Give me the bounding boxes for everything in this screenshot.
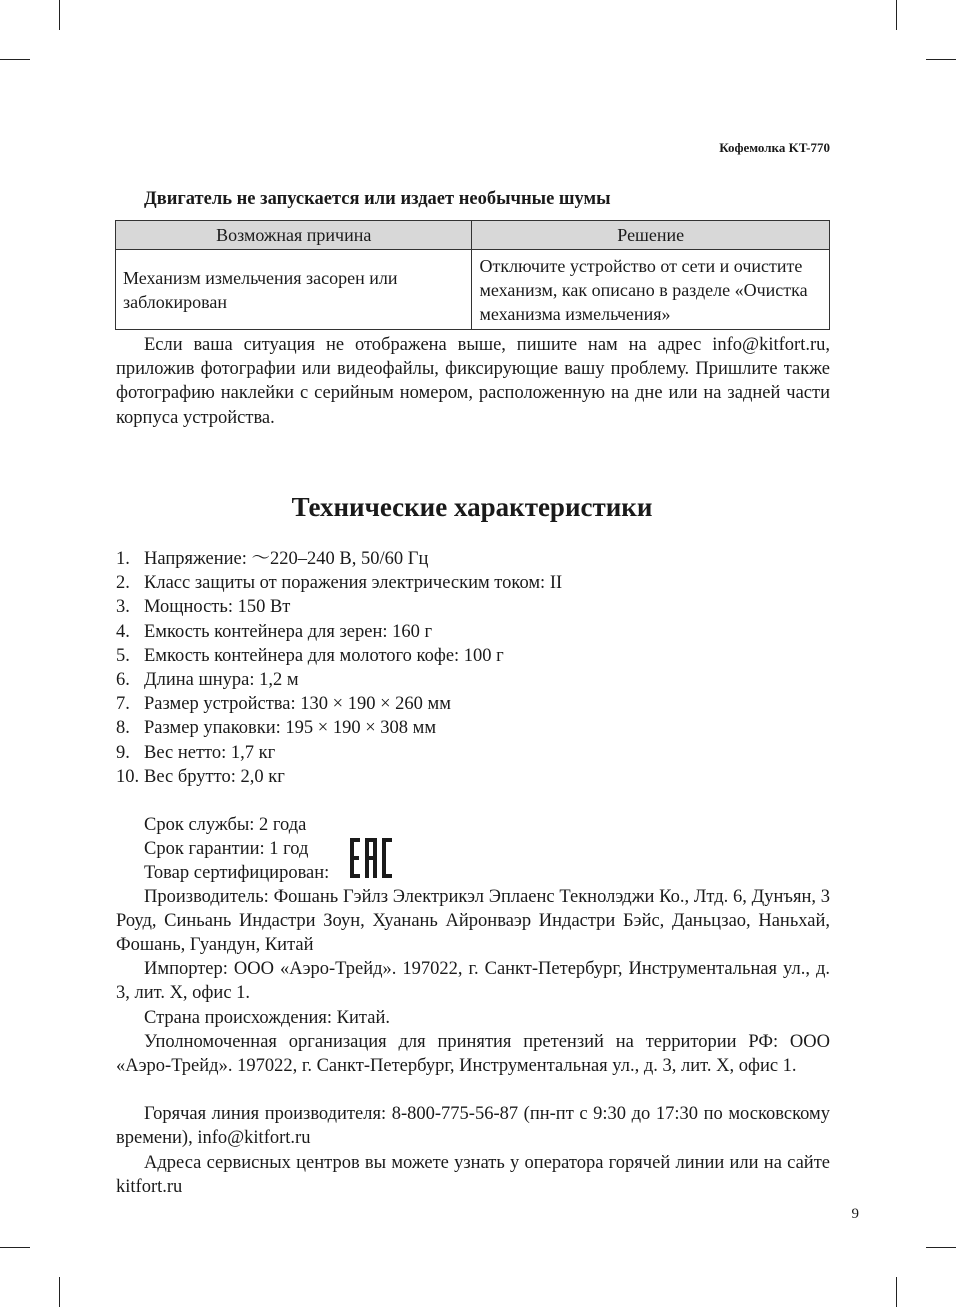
warranty: Срок гарантии: 1 год — [144, 839, 309, 859]
item-text: Напряжение: ～220–240 В, 50/60 Гц — [144, 549, 429, 569]
table-header-row — [116, 221, 830, 250]
crop-mark — [896, 0, 897, 30]
cause-cell: Механизм измельчения засорен или заблокирован — [116, 250, 472, 330]
troubleshooting-heading: Двигатель не запускается или издает необычные шумы — [144, 189, 611, 209]
crop-mark — [59, 0, 60, 30]
crop-mark — [0, 59, 30, 60]
item-number: 4. — [116, 621, 130, 642]
list-item — [116, 571, 562, 595]
list-item — [116, 741, 562, 765]
crop-mark — [59, 1277, 60, 1307]
list-item — [116, 692, 562, 716]
item-number: 7. — [116, 694, 130, 715]
item-text: Размер устройства: 130 × 190 × 260 мм — [144, 694, 451, 715]
manufacturer: Производитель: Фошань Гэйлз Электрикэл Эплаенс Текнолэджи Ко., Лтд. 6, Дунъян, 3 Роуд, Синьань Индастри Зоун, Хуанань Айронваэр Индастри Бэйс, Даньцзао, Наньхай, Фошань, Гуандун, Китай — [116, 887, 830, 956]
running-header: Кофемолка KT-770 — [719, 140, 830, 155]
item-text: Мощность: 150 Вт — [144, 597, 291, 618]
service-life: Срок службы: 2 года — [144, 815, 307, 835]
page-number: 9 — [851, 1206, 859, 1222]
item-number: 1. — [116, 549, 130, 569]
column-header-solution: Решение — [472, 221, 830, 250]
item-number: 8. — [116, 718, 130, 739]
contact-paragraph: Если ваша ситуация не отображена выше, пишите нам на адрес info@kitfort.ru, приложив фотографии или видеофайлы, фиксирующие вашу проблему. Пришлите также фотографию наклейки с серийным номером, расположенную на дне или на задней части корпуса устройства. — [116, 335, 830, 428]
troubleshooting-table — [115, 220, 830, 330]
item-text: Вес брутто: 2,0 кг — [144, 766, 285, 787]
service-centers: Адреса сервисных центров вы можете узнать у оператора горячей линии или на сайте kitfort.ru — [116, 1153, 830, 1198]
solution-cell: Отключите устройство от сети и очистите механизм, как описано в разделе «Очистка механизма измельчения» — [472, 250, 830, 330]
list-item — [116, 716, 562, 740]
item-text: Длина шнура: 1,2 м — [144, 670, 299, 691]
specs-list — [116, 547, 562, 789]
item-number: 2. — [116, 573, 130, 594]
list-item — [116, 547, 562, 571]
item-text: Вес нетто: 1,7 кг — [144, 742, 276, 763]
item-text: Емкость контейнера для зерен: 160 г — [144, 621, 433, 642]
item-text: Емкость контейнера для молотого кофе: 100 г — [144, 645, 504, 666]
item-text: Класс защиты от поражения электрическим током: II — [144, 573, 563, 594]
column-header-cause: Возможная причина — [116, 221, 472, 250]
eac-mark-icon — [350, 838, 392, 878]
list-item — [116, 595, 562, 619]
crop-mark — [0, 1247, 30, 1248]
hotline: Горячая линия производителя: 8-800-775-56-87 (пн-пт с 9:30 до 17:30 по московскому времени), info@kitfort.ru — [116, 1104, 830, 1149]
crop-mark — [896, 1277, 897, 1307]
list-item — [116, 620, 562, 644]
item-number: 10. — [116, 766, 140, 787]
item-number: 6. — [116, 670, 130, 691]
authorized-organization: Уполномоченная организация для принятия претензий на территории РФ: ООО «Аэро-Трейд». 197022, г. Санкт-Петербург, Инструментальная ул., д. 3, лит. Х, офис 1. — [116, 1032, 830, 1077]
table-row — [116, 250, 830, 330]
country: Страна происхождения: Китай. — [144, 1008, 390, 1028]
crop-mark — [926, 1247, 956, 1248]
certified-label: Товар сертифицирован: — [144, 863, 330, 883]
item-number: 3. — [116, 597, 130, 618]
crop-mark — [926, 59, 956, 60]
item-number: 5. — [116, 645, 130, 666]
list-item — [116, 765, 562, 789]
list-item — [116, 644, 562, 668]
specs-title: Технические характеристики — [291, 492, 653, 522]
importer: Импортер: ООО «Аэро-Трейд». 197022, г. Санкт-Петербург, Инструментальная ул., д. 3, лит. Х, офис 1. — [116, 959, 830, 1004]
list-item — [116, 668, 562, 692]
item-text: Размер упаковки: 195 × 190 × 308 мм — [144, 718, 437, 739]
item-number: 9. — [116, 742, 130, 763]
